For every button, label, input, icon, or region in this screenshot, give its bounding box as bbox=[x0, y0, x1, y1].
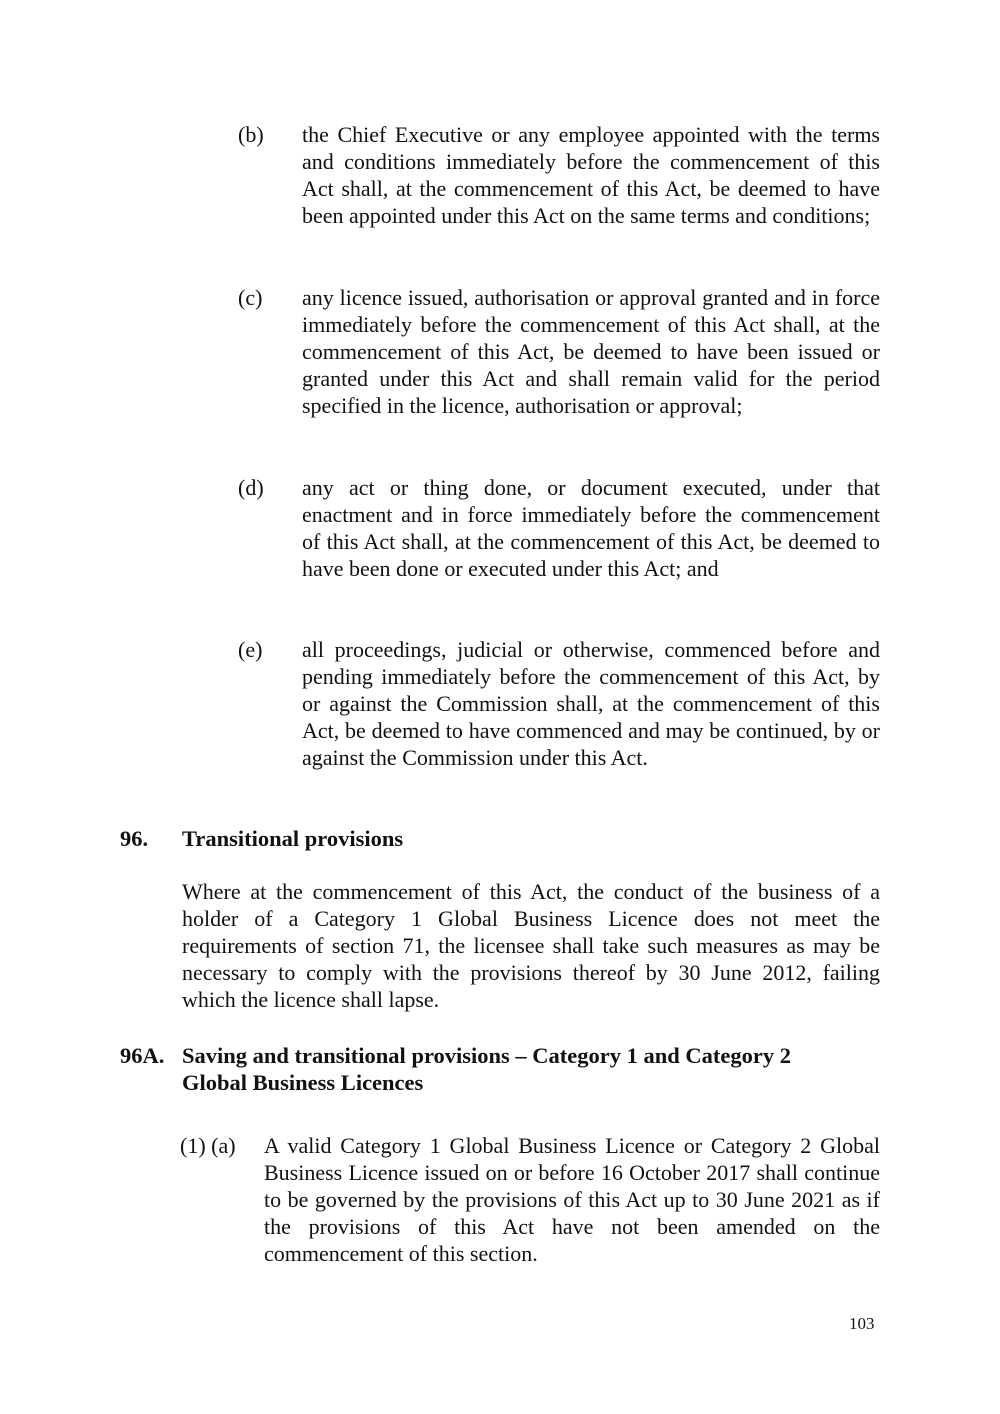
paragraph-label-b: (b) bbox=[238, 122, 264, 147]
paragraph-label-c: (c) bbox=[238, 285, 263, 310]
section-96-body: Where at the commencement of this Act, the conduct of the business of a holder of a Category 1 Global Business Licence does not meet the requirements of section 71, the licensee shall take such measures as may be necessary to comply with the provisions thereof by 30 June 2012, failing which the licence shall lapse. bbox=[182, 879, 880, 1012]
section-96a-number: 96A. bbox=[120, 1043, 165, 1068]
paragraph-text-b: the Chief Executive or any employee appointed with the terms and conditions immediately before the commencement of this Act shall, at the commencement of this Act, be deemed to have been appointed under this Act on the same terms and conditions; bbox=[302, 122, 880, 228]
paragraph-text-e: all proceedings, judicial or otherwise, commenced before and pending immediately before the commencement of this Act, by or against the Commission shall, at the commencement of this Act, be deemed to have commenced and may be continued, by or against the Commission under this Act. bbox=[302, 637, 880, 770]
paragraph-text-c: any licence issued, authorisation or approval granted and in force immediately before the commencement of this Act shall, at the commencement of this Act, be deemed to have been issued or granted under this Act and shall remain valid for the period specified in the licence, authorisation or approval; bbox=[302, 285, 880, 418]
section-96a-title-line1: Saving and transitional provisions – Category 1 and Category 2 bbox=[182, 1043, 792, 1068]
section-96a-title-line2: Global Business Licences bbox=[182, 1070, 424, 1095]
section-96-number: 96. bbox=[120, 826, 149, 851]
page-number: 103 bbox=[849, 1314, 875, 1333]
section-96a-sub-text: A valid Category 1 Global Business Licence or Category 2 Global Business Licence issued on or before 16 October 2017 shall continue to be governed by the provisions of this Act up to 30 June 2021 as if the provisions of this Act have not been amended on the commencement of this section. bbox=[264, 1133, 880, 1266]
paragraph-label-d: (d) bbox=[238, 475, 264, 500]
paragraph-label-e: (e) bbox=[238, 637, 263, 662]
section-96a-sub-label: (1) (a) bbox=[180, 1133, 236, 1158]
paragraph-text-d: any act or thing done, or document executed, under that enactment and in force immediately before the commencement of this Act shall, at the commencement of this Act, be deemed to have been done or executed under this Act; and bbox=[302, 475, 880, 581]
section-96-title: Transitional provisions bbox=[182, 826, 404, 851]
